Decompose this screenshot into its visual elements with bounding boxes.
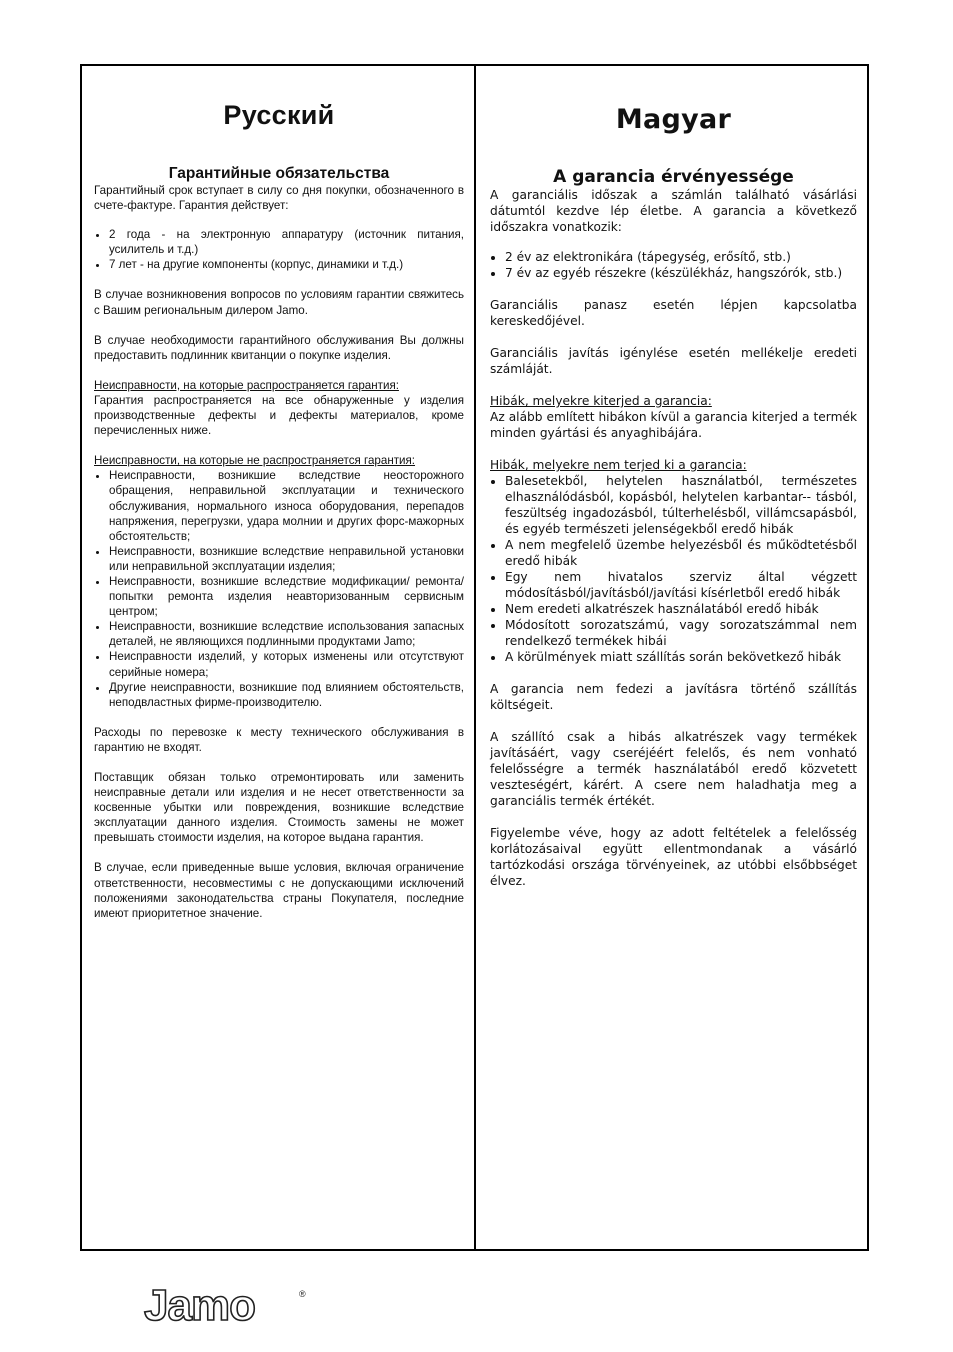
list-item: • Módosított sorozatszámú, vagy sorozatszámmal nem rendelkező termékek hibái [505,617,857,649]
intro-paragraph: A garanciális időszak a számlán található vásárlási dátumtól kezdve lép életbe. A garancia a következő időszakra vonatkozik: [490,188,857,234]
transport-paragraph: A garancia nem fedezi a javításra történő szállítás költségeit. [490,682,857,712]
jamo-logo [142,1282,312,1333]
warranty-table [80,64,869,1251]
list-item: • Balesetekből, helytelen használatból, természetes elhasználódásból, kopásból, helytelen karbantar-- tásból, feszültség ingadozásból, túlterhelésből, villámcsapásból, és egyéb természeti jelenségekből eredő hibák [505,473,857,537]
list-item: • Неисправности, возникшие вследствие использования запасных деталей, не являющихся подлинными продуктами Jamo; [109,619,464,649]
logo-wordmark: Jamo [144,1282,255,1328]
list-item: • Неисправности изделий, у которых изменены или отсутствуют серийные номера; [109,649,464,679]
priority-paragraph: Figyelembe véve, hogy az adott feltételek a felelősség korlátozásaival együtt ellentmondanak a vásárló tartózkodási országa törvényeinek, az utóbbi elsőbbséget élvez. [490,826,857,888]
covered-paragraph: Az alább említett hibákon kívül a garancia kiterjed a termék minden gyártási és anyaghibájára. [490,410,857,440]
list-item: • Nem eredeti alkatrészek használatából eredő hibák [505,601,857,617]
list-item: • Egy nem hivatalos szerviz által végzett módosításból/javításból/javítási kísérletből eredő hibák [505,569,857,601]
list-item: • A körülmények miatt szállítás során bekövetkező hibák [505,649,857,665]
covered-paragraph: Гарантия распространяется на все обнаруженные у изделия производственные дефекты и дефекты материалов, кроме перечисленных ниже. [94,393,464,438]
transport-paragraph: Расходы по перевозке к месту технического обслуживания в гарантию не входят. [94,725,464,754]
list-item: • 7 лет - на другие компоненты (корпус, динамики и т.д.) [109,257,464,272]
priority-paragraph: В случае, если приведенные выше условия, включая ограничение ответственности, несовместимы с не допускающими исключений положениями законодательства страны Покупателя, последние имеют приоритетное значение. [94,861,464,920]
covered-heading: Неисправности, на которые распространяется гарантия: [94,378,399,392]
list-item: • A nem megfelelő üzembe helyezésből és működtetésből eredő hibák [505,537,857,569]
intro-paragraph: Гарантийный срок вступает в силу со дня покупки, обозначенного в счете-фактуре. Гарантия действует: [94,184,464,213]
not-covered-list [94,468,464,710]
receipt-paragraph: В случае необходимости гарантийного обслуживания Вы должны предоставить подлинник квитанции о покупке изделия. [94,333,464,362]
warranty-periods-list [490,249,857,281]
supplier-paragraph: A szállító csak a hibás alkatrészek vagy termékek javításáért, vagy cseréjéért felelős, és nem vonható felelősségre a termék használatából eredő közvetett veszteségért, kárért. A csere nem haladhatja meg a garanciális termék értékét. [490,730,857,808]
language-title-russian: Русский [223,100,335,130]
supplier-paragraph: Поставщик обязан только отремонтировать или заменить неисправные детали или изделия и не несет ответственности за косвенные убытки или повреждения, возникшие вследствие эксплуатации данного изделия. Стоимость замены не может превышать стоимости изделия, на которое выдана гарантия. [94,771,464,845]
list-item: • Неисправности, возникшие вследствие неправильной установки или неправильной эксплуатации изделия; [109,544,464,574]
covered-heading: Hibák, melyekre kiterjed a garancia: [490,394,712,408]
not-covered-heading: Неисправности, на которые не распространяется гарантия: [94,454,416,468]
receipt-paragraph: Garanciális javítás igénylése esetén mellékelje eredeti számláját. [490,346,857,376]
warranty-periods-list [94,227,464,272]
list-item: • Другие неисправности, возникшие под влиянием обстоятельств, неподвластных фирме-производителю. [109,680,464,710]
not-covered-heading: Hibák, melyekre nem terjed ki a garancia: [490,458,747,472]
list-item: • Неисправности, возникшие вследствие модификации/ ремонта/попытки ремонта изделия неавторизованным сервисным центром; [109,574,464,619]
contact-paragraph: Garanciális panasz esetén lépjen kapcsolatba kereskedőjével. [490,298,857,328]
registered-mark: ® [299,1289,306,1299]
list-item: • 2 года - на электронную аппаратуру (источник питания, усилитель и т.д.) [109,227,464,257]
hungarian-column [476,66,867,1249]
jamo-logo-mark [142,1282,312,1328]
language-title-hungarian: Magyar [615,104,732,135]
not-covered-list [490,473,857,665]
list-item: • Неисправности, возникшие вследствие неосторожного обращения, неправильной эксплуатации и технического обслуживания, нормального износа оборудования, перепадов напряжения, перегрузки, удара молнии и других форс-мажорных обстоятельств; [109,468,464,543]
contact-paragraph: В случае возникновения вопросов по условиям гарантии свяжитесь с Вашим региональным дилером Jamo. [94,288,464,317]
russian-column [82,66,476,1249]
section-title-russian: Гарантийные обязательства [168,165,390,182]
section-title-hungarian: A garancia érvényessége [553,167,794,187]
list-item: • 2 év az elektronikára (tápegység, erősítő, stb.) [505,249,857,265]
list-item: • 7 év az egyéb részekre (készülékház, hangszórók, stb.) [505,265,857,281]
